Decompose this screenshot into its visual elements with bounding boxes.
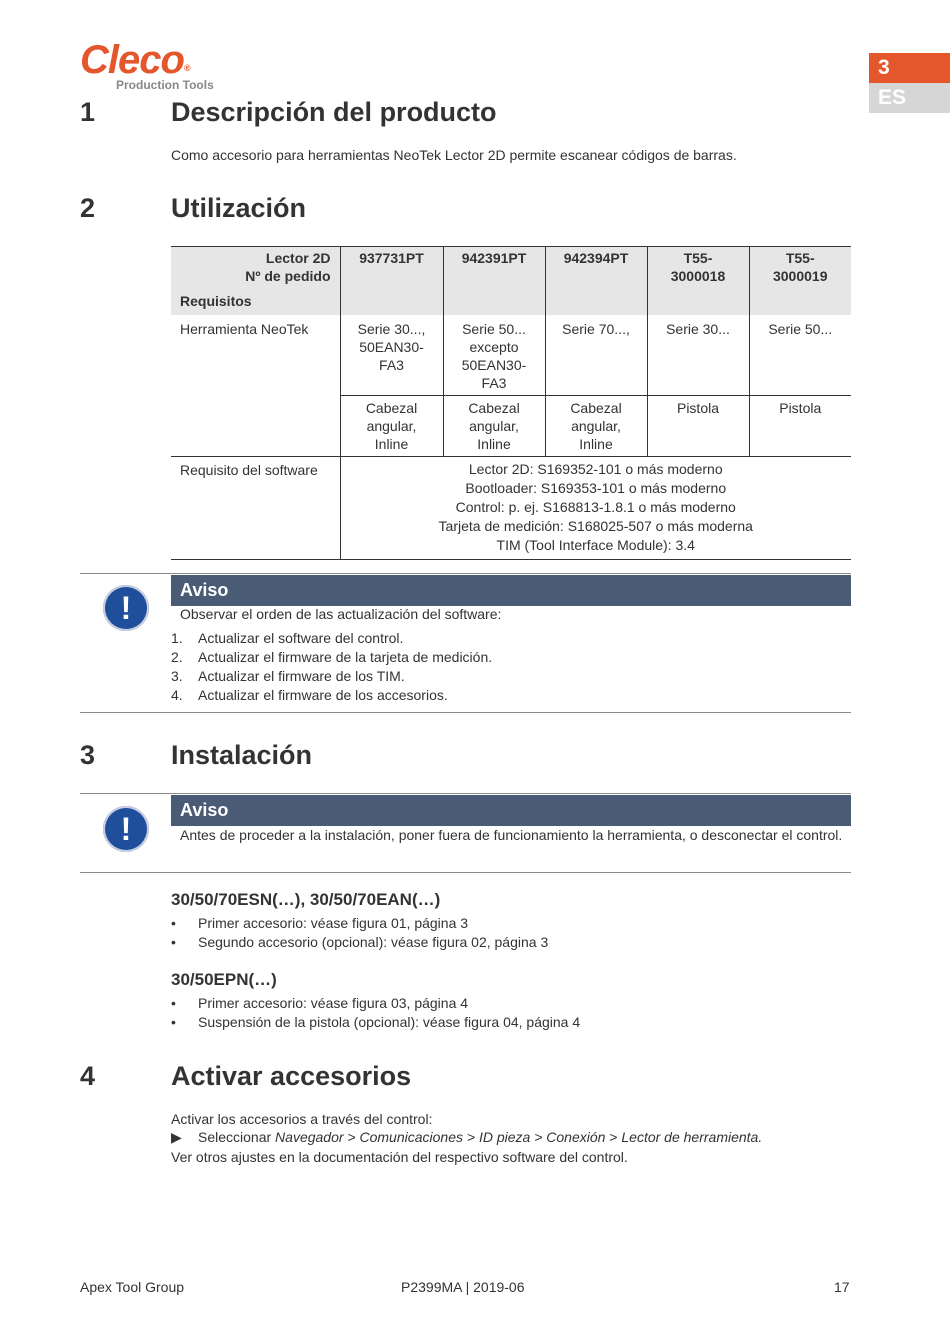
section-4-title: Activar accesorios [171,1061,412,1091]
software-line: Tarjeta de medición: S168025-507 o más moderna [438,518,753,534]
notice-1-item [171,687,448,703]
col-header: 937731PT [340,247,443,316]
item-text: Segundo accesorio (opcional): véase figura 02, página 3 [198,934,549,950]
item-text: Actualizar el firmware de los TIM. [198,668,405,684]
language-tab: ES [869,83,950,113]
item-text: Actualizar el firmware de los accesorios. [198,687,448,703]
step-separator: > [609,1129,618,1145]
tool-series-cell: Serie 30... [647,315,749,396]
item-text: Primer accesorio: véase figura 03, página 4 [198,995,469,1011]
install-item [171,1014,580,1030]
step-prefix: Seleccionar [198,1129,276,1145]
notice-1-title: Aviso [171,575,851,606]
step-menu-end: Lector de herramienta. [617,1129,763,1145]
software-line: Lector 2D: S169352-101 o más moderno [468,461,723,477]
bullet: • [171,915,176,931]
bullet: • [171,1014,176,1030]
item-text: Suspensión de la pistola (opcional): véase figura 04, página 4 [198,1014,581,1030]
item-number: 2. [171,649,183,665]
notice-2-title: Aviso [171,795,851,826]
item-text: Actualizar el software del control. [198,630,404,646]
footer-doc-id: P2399MA | 2019-06 [401,1279,525,1295]
install-item [171,915,468,931]
install-subtitle-1: 30/50/70ESN(…), 30/50/70EAN(…) [171,890,441,909]
tool-series-cell: Serie 50... [749,315,851,396]
tool-label: Herramienta NeoTek [171,315,340,457]
section-1-number: 1 [80,97,96,127]
col-header: T55- 3000018 [647,247,749,316]
footer-page-number: 17 [834,1279,850,1295]
notice-1-item [171,649,492,665]
install-subtitle-2: 30/50EPN(…) [171,970,277,989]
notice-1-bottom-rule [80,712,851,713]
notice-1-item [171,668,405,684]
item-number: 4. [171,687,183,703]
tool-series-cell: Serie 50... excepto 50EAN30- FA3 [443,315,545,396]
cleco-logo [80,38,190,82]
tool-type-cell: Cabezal angular, Inline [340,396,443,457]
item-text: Primer accesorio: véase figura 01, página 3 [198,915,469,931]
section-2-number: 2 [80,193,96,223]
arrow-right-icon: ▶ [171,1129,182,1145]
notice-1-top-rule [80,573,851,574]
header-lector: Lector 2D [265,250,331,266]
logo-text: Cleco [80,38,184,82]
step-menu-path: Navegador > Comunicaciones > ID pieza > Conexión [275,1129,610,1145]
notice-2-top-rule [80,793,851,794]
item-number: 1. [171,630,183,646]
notice-2-bottom-rule [80,872,851,873]
section-4-line-3: Ver otros ajustes en la documentación del respectivo software del control. [171,1149,628,1165]
registered-mark: ® [183,63,190,73]
header-lector-pedido [171,247,340,292]
tool-type-cell: Cabezal angular, Inline [545,396,647,457]
exclamation-icon: ! [103,806,149,852]
section-3-number: 3 [80,740,96,770]
software-line: TIM (Tool Interface Module): 3.4 [496,537,695,553]
header-pedido: Nº de pedido [245,268,331,284]
software-line: Control: p. ej. S168813-1.8.1 o más moderno [455,499,736,515]
bullet: • [171,934,176,950]
header-requisitos: Requisitos [171,291,340,315]
software-line: Bootloader: S169353-101 o más moderno [465,480,727,496]
item-text: Actualizar el firmware de la tarjeta de medición. [198,649,493,665]
section-3-title: Instalación [171,740,313,770]
logo-subtitle: Production Tools [116,78,214,92]
tool-series-cell: Serie 30..., 50EAN30- FA3 [340,315,443,396]
tool-type-cell: Cabezal angular, Inline [443,396,545,457]
install-item [171,934,548,950]
install-item [171,995,468,1011]
notice-2-text: Antes de proceder a la instalación, poner fuera de funcionamiento la herramienta, o desconectar el control. [180,827,843,843]
section-1-title: Descripción del producto [171,97,497,127]
requirements-table [171,246,851,560]
section-4-line-1: Activar los accesorios a través del control: [171,1111,433,1127]
chapter-tab-number: 3 [869,53,950,83]
tool-type-cell: Pistola [647,396,749,457]
tool-series-cell: Serie 70..., [545,315,647,396]
col-header: 942394PT [545,247,647,316]
tool-type-cell: Pistola [749,396,851,457]
item-number: 3. [171,668,183,684]
section-1-text: Como accesorio para herramientas NeoTek Lector 2D permite escanear códigos de barras. [171,147,737,163]
col-header: T55- 3000019 [749,247,851,316]
section-4-step [171,1129,762,1146]
section-4-number: 4 [80,1061,96,1091]
notice-1-item [171,630,403,646]
notice-1-intro: Observar el orden de las actualización del software: [180,606,502,622]
software-requirements [340,457,851,560]
bullet: • [171,995,176,1011]
software-label: Requisito del software [171,457,340,560]
footer-company: Apex Tool Group [80,1279,185,1295]
col-header: 942391PT [443,247,545,316]
exclamation-icon: ! [103,585,149,631]
section-2-title: Utilización [171,193,307,223]
